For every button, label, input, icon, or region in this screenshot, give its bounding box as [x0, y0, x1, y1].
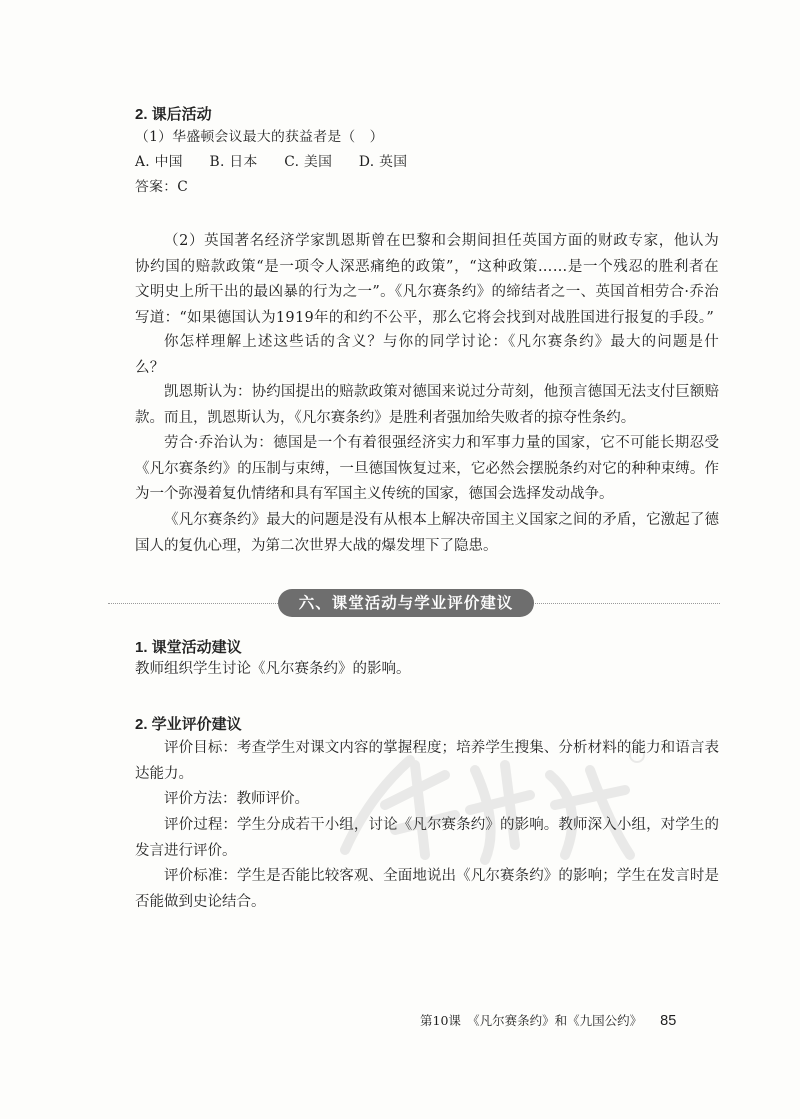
- lesson-title: 第10课 《凡尔赛条约》和《九国公约》: [420, 1013, 643, 1028]
- question-2-ask: 你怎样理解上述这些话的含义？与你的同学讨论：《凡尔赛条约》最大的问题是什么？: [135, 334, 719, 376]
- option-d: D. 英国: [358, 154, 408, 170]
- option-b: B. 日本: [209, 154, 258, 170]
- evaluation-process: 评价过程：学生分成若干小组，讨论《凡尔赛条约》的影响。教师深入小组，对学生的发言进行评价。: [135, 817, 719, 859]
- evaluation-standard: 评价标准：学生是否能比较客观、全面地说出《凡尔赛条约》的影响；学生在发言时是否能做到史论结合。: [135, 868, 719, 910]
- lloyd-george-view: 劳合·乔治认为：德国是一个有着很强经济实力和军事力量的国家，它不可能长期忍受《凡尔赛条约》的压制与束缚，一旦德国恢复过来，它必然会摆脱条约对它的种种束缚。作为一个弥漫着复仇情绪和具有军国主义传统的国家，德国会选择发动战争。: [135, 435, 719, 502]
- evaluation-method: 评价方法：教师评价。: [164, 791, 309, 807]
- page-footer: [420, 1011, 720, 1029]
- section-six-banner: 六、课堂活动与学业评价建议: [278, 589, 534, 617]
- answer-text: 答案：C: [135, 179, 189, 195]
- question-1: （1）华盛顿会议最大的获益者是（ ）: [135, 129, 384, 145]
- evaluation-goal: 评价目标：考查学生对课文内容的掌握程度；培养学生搜集、分析材料的能力和语言表达能力。: [135, 740, 719, 782]
- evaluation-heading: 2. 学业评价建议: [135, 716, 242, 733]
- class-activity-text: 教师组织学生讨论《凡尔赛条约》的影响。: [135, 661, 411, 677]
- option-c: C. 美国: [284, 154, 333, 170]
- after-class-activity-heading: 2. 课后活动: [135, 106, 212, 123]
- question-2-intro: （2）英国著名经济学家凯恩斯曾在巴黎和会期间担任英国方面的财政专家，他认为协约国的赔款政策“是一项令人深恶痛绝的政策”，“这种政策……是一个残忍的胜利者在文明史上所干出的最凶暴的行为之一”。《凡尔赛条约》的缔结者之一、英国首相劳合·乔治写道：“如果德国认为1919年的和约不公平，那么它将会找到对战胜国进行报复的手段。”: [135, 233, 719, 326]
- conclusion: 《凡尔赛条约》最大的问题是没有从根本上解决帝国主义国家之间的矛盾，它激起了德国人的复仇心理，为第二次世界大战的爆发埋下了隐患。: [135, 512, 719, 554]
- option-a: A. 中国: [135, 154, 183, 170]
- class-activity-heading: 1. 课堂活动建议: [135, 639, 242, 656]
- page-number: 85: [660, 1013, 677, 1029]
- question-1-options: [135, 152, 717, 172]
- keynes-view: 凯恩斯认为：协约国提出的赔款政策对德国来说过分苛刻，他预言德国无法支付巨额赔款。而且，凯恩斯认为，《凡尔赛条约》是胜利者强加给失败者的掠夺性条约。: [135, 384, 719, 426]
